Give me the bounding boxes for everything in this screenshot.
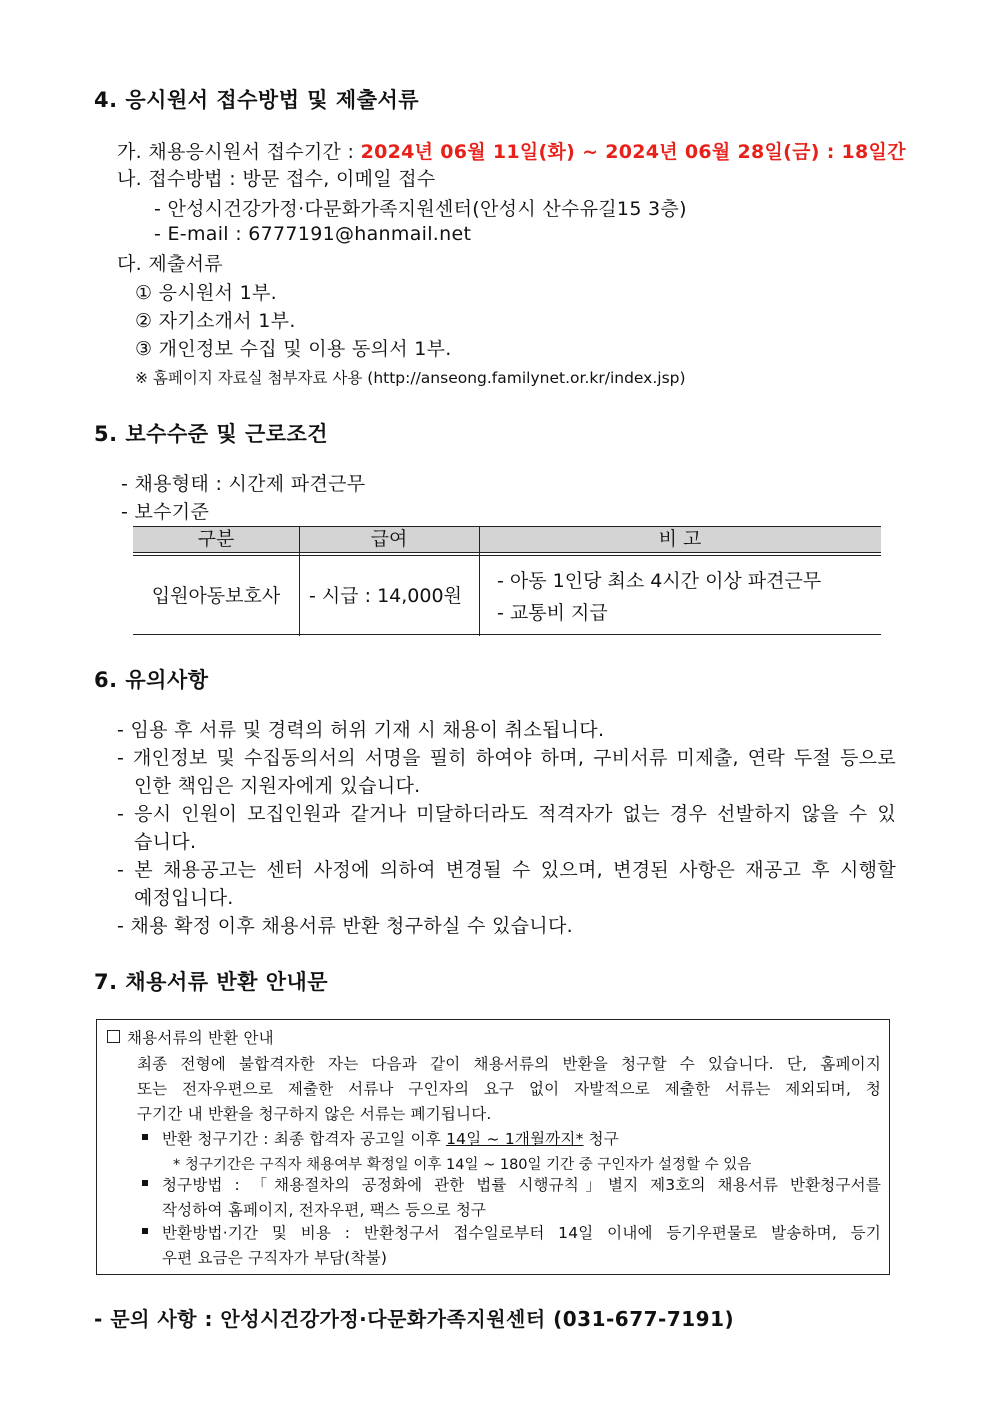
caution-item: - 채용 확정 이후 채용서류 반환 청구하실 수 있습니다. (117, 915, 573, 937)
notice-heading-text: 채용서류의 반환 안내 (127, 1029, 274, 1047)
return-method-item: 청구방법 : 「채용절차의 공정화에 관한 법률 시행규칙」별지 제3호의 채용서류 반환청구서를 (162, 1176, 881, 1194)
header-divider (133, 552, 881, 556)
return-period-value: 14일 ~ 1개월까지* (446, 1130, 584, 1148)
receipt-email: - E-mail : 6777191@hanmail.net (154, 223, 472, 245)
notes-cell: - 아동 1인당 최소 4시간 이상 파견근무 (497, 570, 822, 592)
receipt-period-value: 2024년 06월 11일(화) ~ 2024년 06월 28일(금) : 18일간 (360, 141, 906, 163)
table-bottom-border (133, 634, 881, 635)
section6-title: 6. 유의사항 (94, 668, 209, 692)
caution-item: - 본 채용공고는 센터 사정에 의하여 변경될 수 있으며, 변경된 사항은 재공고 후 시행할 (117, 859, 896, 881)
contact-info: - 문의 사항 : 안성시건강가정·다문화가족지원센터 (031-677-7191) (94, 1307, 735, 1331)
employment-type: - 채용형태 : 시간제 파견근무 (121, 473, 366, 495)
documents-note: ※ 홈페이지 자료실 첨부자료 사용 (http://anseong.familynet.or.kr/index.jsp) (135, 369, 686, 387)
caution-item: - 개인정보 및 수집동의서의 서명을 필히 하여야 하며, 구비서류 미제출, 연락 두절 등으로 (117, 747, 896, 769)
return-cost-item-cont: 우편 요금은 구직자가 부담(착불) (162, 1249, 388, 1267)
notice-paragraph: 구기간 내 반환을 청구하지 않은 서류는 폐기됩니다. (137, 1105, 492, 1123)
pay-table (133, 526, 881, 636)
caution-item-cont: 습니다. (134, 831, 197, 853)
pay-standard: - 보수기준 (121, 501, 210, 523)
bullet-icon (142, 1134, 148, 1140)
return-period-note: * 청구기간은 구직자 채용여부 확정일 이후 14일 ~ 180일 기간 중 구인자가 설정할 수 있음 (173, 1157, 752, 1173)
section7-title: 7. 채용서류 반환 안내문 (94, 970, 329, 994)
receipt-address: - 안성시건강가정·다문화가족지원센터(안성시 산수유길15 3층) (154, 198, 687, 220)
checkbox-square-icon (107, 1030, 120, 1043)
bullet-icon (142, 1228, 148, 1234)
header-notes: 비 고 (658, 528, 702, 550)
bullet-icon (142, 1180, 148, 1186)
wage-cell: - 시급 : 14,000원 (309, 585, 462, 607)
notes-cell: - 교통비 지급 (497, 602, 608, 624)
return-notice-box (96, 1019, 890, 1275)
caution-item-cont: 인한 책임은 지원자에게 있습니다. (134, 775, 421, 797)
header-wage: 급여 (370, 528, 408, 550)
header-category: 구분 (197, 528, 235, 550)
document-item: ② 자기소개서 1부. (135, 310, 296, 332)
return-period-item (162, 1127, 619, 1149)
documents-heading: 다. 제출서류 (117, 253, 223, 275)
return-period-suffix: 청구 (583, 1130, 620, 1148)
role-cell: 입원아동보호사 (151, 585, 281, 607)
document-item: ③ 개인정보 수집 및 이용 동의서 1부. (135, 338, 452, 360)
section5-title: 5. 보수수준 및 근로조건 (94, 422, 329, 446)
receipt-period-label: 가. 채용응시원서 접수기간 : (117, 141, 361, 163)
return-method-item-cont: 작성하여 홈페이지, 전자우편, 팩스 등으로 청구 (162, 1201, 487, 1219)
caution-item: - 응시 인원이 모집인원과 같거나 미달하더라도 적격자가 없는 경우 선발하지 않을 수 있 (117, 803, 896, 825)
notice-paragraph: 또는 전자우편으로 제출한 서류나 구인자의 요구 없이 자발적으로 제출한 서류는 제외되며, 청 (137, 1080, 881, 1098)
caution-item: - 임용 후 서류 및 경력의 허위 기재 시 채용이 취소됩니다. (117, 719, 605, 741)
caution-item-cont: 예정입니다. (134, 887, 234, 909)
receipt-period-line (117, 137, 906, 164)
notice-heading (107, 1026, 274, 1048)
return-cost-item: 반환방법·기간 및 비용 : 반환청구서 접수일로부터 14일 이내에 등기우편물로 발송하며, 등기 (162, 1224, 881, 1242)
notice-paragraph: 최종 전형에 불합격자한 자는 다음과 같이 채용서류의 반환을 청구할 수 있습니다. 단, 홈페이지 (137, 1055, 881, 1073)
receipt-method: 나. 접수방법 : 방문 접수, 이메일 접수 (117, 168, 436, 190)
section4-title: 4. 응시원서 접수방법 및 제출서류 (94, 88, 420, 112)
return-period-label: 반환 청구기간 : 최종 합격자 공고일 이후 (162, 1130, 447, 1148)
document-item: ① 응시원서 1부. (135, 282, 278, 304)
